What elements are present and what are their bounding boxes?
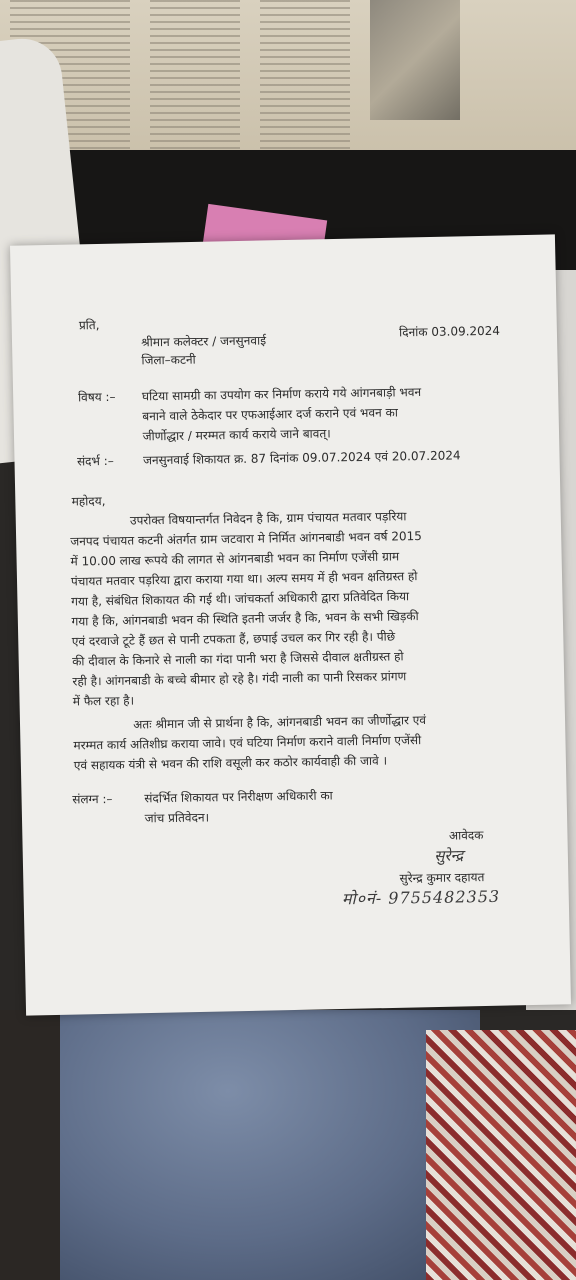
subject-line: बनाने वाले ठेकेदार पर एफआईआर दर्ज कराने एवं भवन का — [142, 405, 399, 424]
applicant-name: सुरेन्द्र कुमार दहायत — [399, 870, 485, 886]
subject-line: जीर्णोद्धार / मरम्मत कार्य कराये जाने बावत्। — [142, 426, 331, 444]
body-line: में 10.00 लाख रूपये की लागत से आंगनबाडी भवन का निर्माण एजेंसी ग्राम — [70, 549, 400, 569]
subject-label: विषय :– — [77, 389, 116, 405]
subject-line: घटिया सामग्री का उपयोग कर निर्माण कराये गये आंगनबाड़ी भवन — [141, 385, 422, 404]
body-line: रही है। आंगनबाडी के बच्चे बीमार हो रहे है। गंदी नाली का पानी रिसकर प्रांगण — [72, 669, 407, 689]
prati-label: प्रति, — [78, 318, 100, 333]
handwritten-mobile-number: मो०नं- 9755482353 — [341, 886, 501, 909]
body-line: में फैल रहा है। — [72, 693, 135, 709]
body-line: गया है, संबंधित शिकायत की गई थी। जांचकर्ता अधिकारी द्वारा प्रतिवेदित किया — [71, 589, 410, 609]
newspaper-text-column — [260, 0, 350, 150]
recipient-line-1: श्रीमान कलेक्टर / जनसुनवाई — [141, 333, 267, 350]
patterned-fabric — [426, 1030, 576, 1280]
newspaper-background — [0, 0, 576, 170]
newspaper-text-column — [150, 0, 240, 150]
enclosure-line: संदर्भित शिकायत पर निरीक्षण अधिकारी का — [144, 788, 333, 806]
jeans-fabric — [60, 1010, 480, 1280]
reference-text: जनसुनवाई शिकायत क्र. 87 दिनांक 09.07.2024 एवं 20.07.2024 — [142, 448, 461, 468]
request-line: मरम्मत कार्य अतिशीघ्र कराया जावे। एवं घटिया निर्माण कराने वाली निर्माण एजेंसी — [73, 733, 422, 753]
letter-date: दिनांक 03.09.2024 — [398, 323, 501, 340]
enclosure-label: संलग्न :– — [72, 791, 113, 807]
enclosure-text — [144, 785, 333, 828]
request-paragraph — [73, 708, 544, 775]
body-line: की दीवाल के किनारे से नाली का गंदा पानी भरा है जिससे दीवाल क्षतीग्रस्त हो — [72, 649, 404, 669]
reference-label: संदर्भ :– — [76, 453, 114, 469]
recipient-line-2: जिला–कटनी — [141, 352, 196, 368]
salutation: महोदय, — [71, 494, 106, 509]
enclosure-line: जांच प्रतिवेदन। — [144, 810, 210, 826]
body-line: गया है कि, आंगनबाडी भवन की स्थिति इतनी जर्जर है कि, भवन के सभी खिड़की — [71, 609, 419, 629]
body-line: उपरोक्त विषयान्तर्गत निवेदन है कि, ग्राम पंचायत मतवार पड़रिया — [129, 509, 407, 528]
newspaper-photo — [370, 0, 460, 120]
body-line: पंचायत मतवार पड़रिया द्वारा कराया गया था। अल्प समय में ही भवन क्षतिग्रस्त हो — [70, 569, 418, 589]
request-line: अतः श्रीमान जी से प्रार्थना है कि, आंगनबाडी भवन का जीर्णोद्धार एवं — [133, 712, 427, 732]
body-line: जनपद पंचायत कटनी अंतर्गत ग्राम जटवारा मे निर्मित आंगनबाडी भवन वर्ष 2015 — [70, 529, 422, 549]
subject-text — [142, 382, 422, 446]
applicant-label: आवेदक — [448, 828, 484, 843]
handwritten-signature: सुरेन्द्र — [434, 846, 464, 865]
body-line: एवं दरवाजे टूटे हैं छत से पानी टपकता हैं, छपाई उचल कर गिर रही है। पीछे — [71, 629, 396, 649]
request-line: एवं सहायक यंत्री से भवन की राशि वसूली कर कठोर कार्यवाही की जावे । — [73, 753, 388, 773]
body-paragraph — [70, 504, 543, 711]
